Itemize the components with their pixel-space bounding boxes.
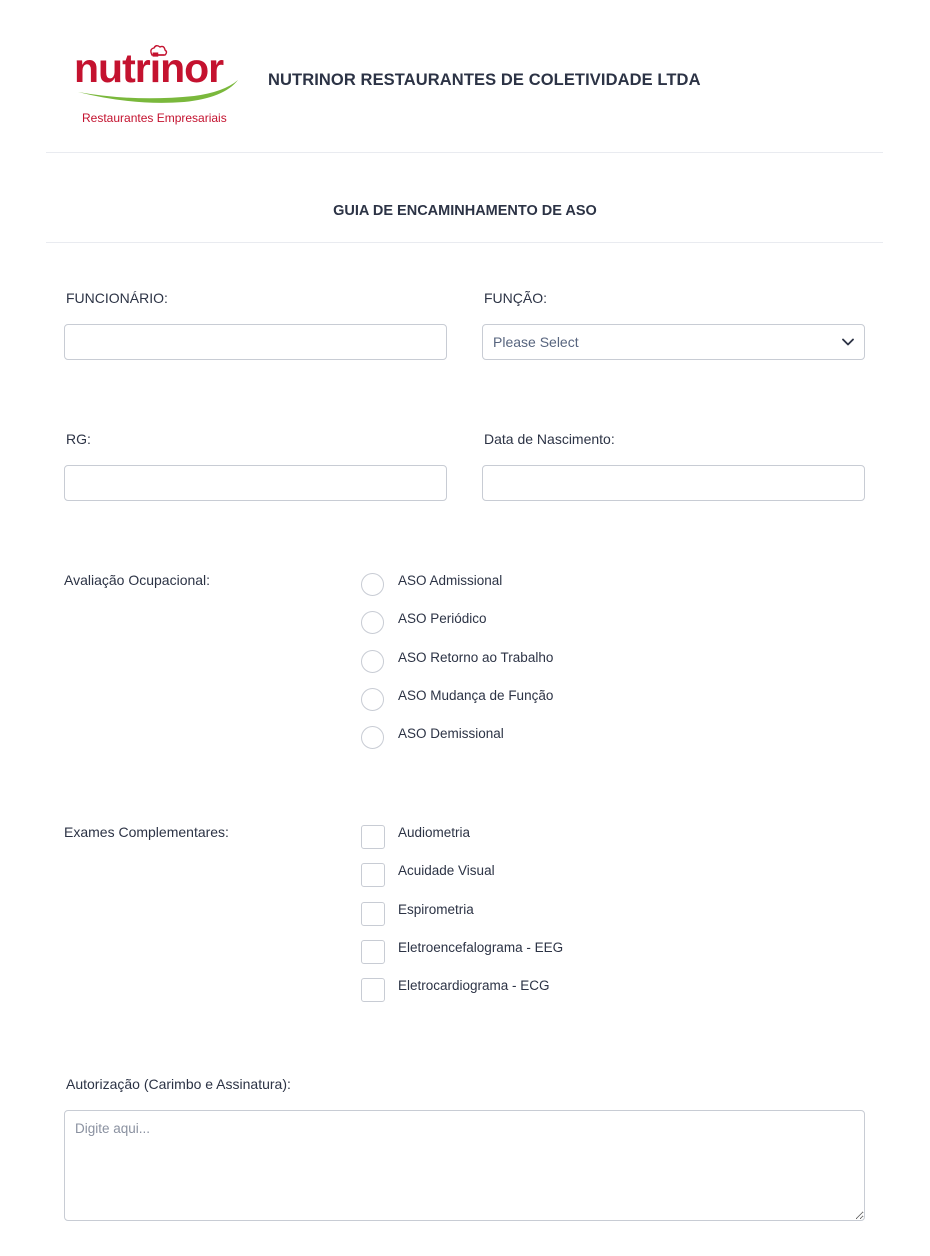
avaliacao-label: Avaliação Ocupacional: [64, 572, 211, 588]
checkbox-espirometria[interactable] [361, 902, 385, 926]
header-divider [46, 152, 883, 153]
funcionario-label: FUNCIONÁRIO: [66, 290, 168, 306]
brand-wordmark: nutrinor [74, 45, 224, 91]
rg-label: RG: [66, 431, 91, 447]
brand-tagline: Restaurantes Empresariais [82, 111, 227, 125]
radio-label: ASO Periódico [398, 611, 487, 626]
radio-aso-demissional[interactable] [361, 726, 384, 749]
radio-label: ASO Demissional [398, 726, 504, 741]
radio-aso-periodico[interactable] [361, 611, 384, 634]
radio-label: ASO Admissional [398, 573, 503, 588]
company-logo [74, 42, 244, 130]
checkbox-acuidade-visual[interactable] [361, 863, 385, 887]
radio-aso-mudanca[interactable] [361, 688, 384, 711]
company-name: NUTRINOR RESTAURANTES DE COLETIVIDADE LTDA [268, 71, 701, 89]
radio-aso-admissional[interactable] [361, 573, 384, 596]
funcionario-input[interactable] [64, 324, 447, 360]
autorizacao-label: Autorização (Carimbo e Assinatura): [66, 1076, 291, 1092]
exames-label: Exames Complementares: [64, 824, 229, 840]
funcao-select[interactable] [482, 324, 865, 360]
funcao-selected-value: Please Select [493, 334, 579, 350]
radio-label: ASO Retorno ao Trabalho [398, 650, 554, 665]
checkbox-ecg[interactable] [361, 978, 385, 1002]
checkbox-label: Eletroencefalograma - EEG [398, 940, 564, 955]
chevron-down-icon [842, 338, 854, 346]
autorizacao-textarea[interactable] [64, 1110, 865, 1221]
nutrinor-logo-graphic [74, 42, 244, 130]
radio-aso-retorno[interactable] [361, 650, 384, 673]
radio-label: ASO Mudança de Função [398, 688, 554, 703]
checkbox-label: Eletrocardiograma - ECG [398, 978, 550, 993]
nascimento-input[interactable] [482, 465, 865, 501]
title-divider [46, 242, 883, 243]
checkbox-eeg[interactable] [361, 940, 385, 964]
checkbox-label: Espirometria [398, 902, 474, 917]
checkbox-audiometria[interactable] [361, 825, 385, 849]
checkbox-label: Acuidade Visual [398, 863, 495, 878]
rg-input[interactable] [64, 465, 447, 501]
funcao-label: FUNÇÃO: [484, 290, 547, 306]
form-title: GUIA DE ENCAMINHAMENTO DE ASO [333, 203, 597, 219]
checkbox-label: Audiometria [398, 825, 471, 840]
nascimento-label: Data de Nascimento: [484, 431, 615, 447]
